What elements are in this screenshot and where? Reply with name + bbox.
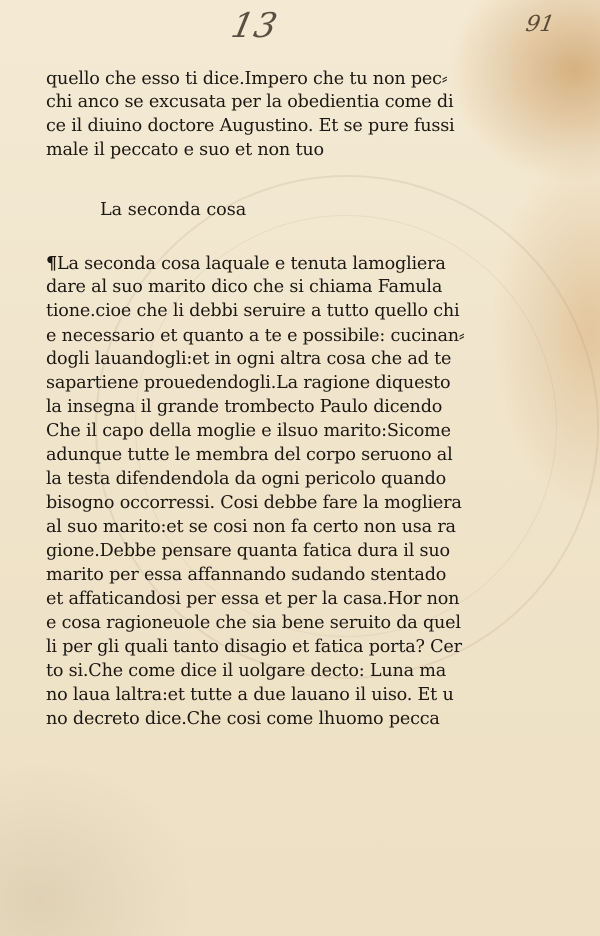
folio-number-corner: 91 (523, 12, 557, 37)
text-line: male il peccato e suo et non tuo (46, 140, 324, 160)
section-heading: La seconda cosa (100, 200, 247, 220)
text-line-first (46, 253, 446, 274)
text-line: chi anco se excusata per la obedientia come di (46, 92, 454, 112)
text-line: marito per essa affannando sudando stentado (46, 565, 447, 585)
text-line: la insegna il grande trombecto Paulo dicendo (46, 397, 443, 417)
text-line: la testa difendendola da ogni pericolo quando (46, 469, 447, 489)
text-line: sapartiene prouedendogli.La ragione diquesto (46, 373, 451, 393)
text-line: e cosa ragioneuole che sia bene seruito da quel (46, 613, 461, 633)
text-line: adunque tutte le membra del corpo seruono al (46, 445, 453, 465)
text-line: La seconda cosa laquale e tenuta lamogliera (57, 254, 446, 274)
text-line: e necessario et quanto a te e possibile: cucinan⸗ (46, 326, 465, 346)
text-line: dogli lauandogli:et in ogni altra cosa che ad te (46, 349, 452, 369)
text-line: Che il capo della moglie e ilsuo marito:Sicome (46, 421, 451, 441)
folio-number-handwritten: 13 (227, 6, 282, 46)
text-line: no laua laltra:et tutte a due lauano il uiso. Et u (46, 685, 454, 705)
text-line: no decreto dice.Che cosi come lhuomo pecca (46, 709, 440, 729)
text-line: al suo marito:et se cosi non fa certo non usa ra (46, 517, 456, 537)
text-line: dare al suo marito dico che si chiama Famula (46, 277, 443, 297)
paragraph-mark: ¶ (46, 253, 57, 274)
text-line: et affaticandosi per essa et per la casa.Hor non (46, 589, 460, 609)
text-line: ce il diuino doctore Augustino. Et se pure fussi (46, 116, 455, 136)
text-line: bisogno occorressi. Cosi debbe fare la mogliera (46, 493, 462, 513)
text-line: tione.cioe che li debbi seruire a tutto quello chi (46, 301, 460, 321)
text-line: gione.Debbe pensare quanta fatica dura il suo (46, 541, 450, 561)
text-line: quello che esso ti dice.Impero che tu non pec⸗ (46, 69, 448, 89)
text-line: li per gli quali tanto disagio et fatica porta? Cer (46, 637, 462, 657)
text-line: to si.Che come dice il uolgare decto: Luna ma (46, 661, 447, 681)
